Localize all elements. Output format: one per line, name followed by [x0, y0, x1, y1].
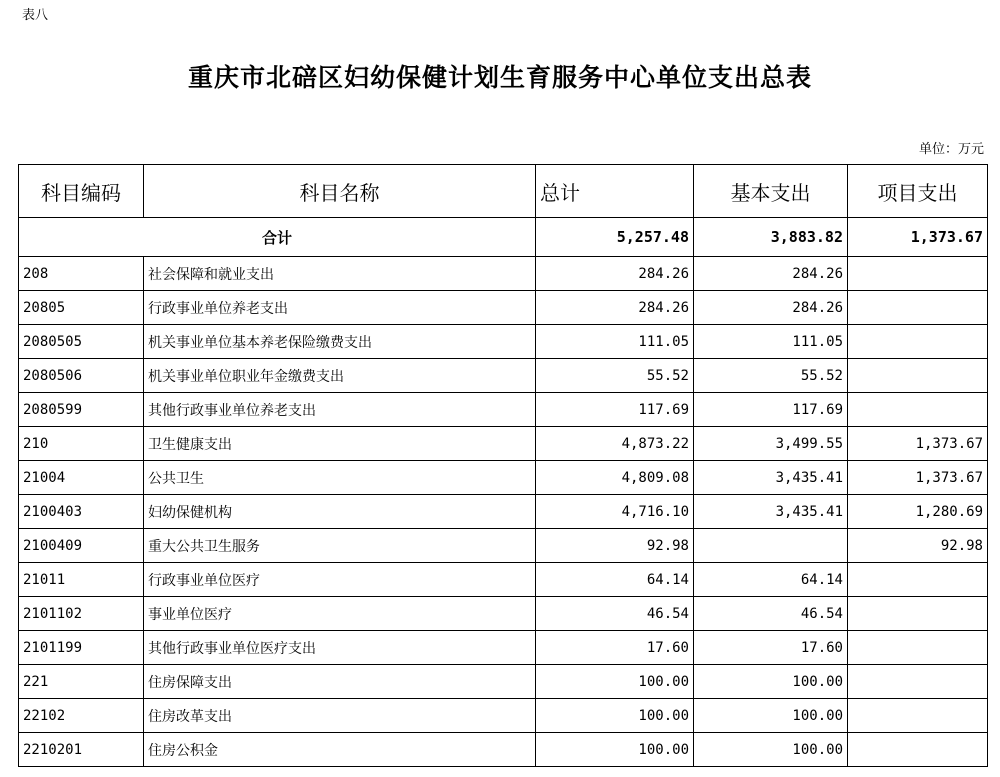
row-name: 其他行政事业单位医疗支出: [144, 631, 536, 665]
row-code: 21004: [19, 461, 144, 495]
row-project: [848, 563, 988, 597]
row-total: 4,716.10: [536, 495, 694, 529]
row-code: 2210201: [19, 733, 144, 767]
header-code: 科目编码: [19, 165, 144, 218]
row-name: 机关事业单位职业年金缴费支出: [144, 359, 536, 393]
row-basic: 100.00: [694, 699, 848, 733]
row-total: 100.00: [536, 699, 694, 733]
row-code: 2080505: [19, 325, 144, 359]
row-code: 221: [19, 665, 144, 699]
table-row: [19, 325, 988, 359]
row-basic: 3,435.41: [694, 461, 848, 495]
table-row: [19, 699, 988, 733]
row-total: 100.00: [536, 733, 694, 767]
row-project: [848, 733, 988, 767]
row-project: 1,373.67: [848, 461, 988, 495]
row-name: 社会保障和就业支出: [144, 257, 536, 291]
row-basic: 284.26: [694, 291, 848, 325]
row-name: 住房保障支出: [144, 665, 536, 699]
unit-label: 单位：万元: [918, 142, 984, 157]
header-project: 项目支出: [848, 165, 988, 218]
header-basic: 基本支出: [694, 165, 848, 218]
row-total: 111.05: [536, 325, 694, 359]
row-name: 住房公积金: [144, 733, 536, 767]
row-code: 2080599: [19, 393, 144, 427]
row-project: 92.98: [848, 529, 988, 563]
row-name: 妇幼保健机构: [144, 495, 536, 529]
table-row: [19, 359, 988, 393]
row-project: 1,373.67: [848, 427, 988, 461]
row-code: 2100403: [19, 495, 144, 529]
row-name: 事业单位医疗: [144, 597, 536, 631]
row-code: 22102: [19, 699, 144, 733]
row-basic: 111.05: [694, 325, 848, 359]
table-header-row: [19, 165, 988, 218]
table-row: [19, 631, 988, 665]
total-sum: 5,257.48: [536, 218, 694, 257]
row-code: 2101199: [19, 631, 144, 665]
row-name: 重大公共卫生服务: [144, 529, 536, 563]
row-total: 17.60: [536, 631, 694, 665]
table-row: [19, 529, 988, 563]
row-total: 4,873.22: [536, 427, 694, 461]
row-code: 21011: [19, 563, 144, 597]
row-basic: 17.60: [694, 631, 848, 665]
row-basic: 46.54: [694, 597, 848, 631]
row-code: 210: [19, 427, 144, 461]
row-project: [848, 291, 988, 325]
row-project: [848, 257, 988, 291]
row-project: [848, 359, 988, 393]
row-code: 2101102: [19, 597, 144, 631]
table-row: [19, 393, 988, 427]
row-basic: 117.69: [694, 393, 848, 427]
row-basic: 100.00: [694, 665, 848, 699]
expenditure-table: [18, 164, 988, 767]
table-row: [19, 597, 988, 631]
row-project: [848, 699, 988, 733]
row-total: 4,809.08: [536, 461, 694, 495]
total-basic: 3,883.82: [694, 218, 848, 257]
row-project: [848, 631, 988, 665]
row-project: [848, 597, 988, 631]
row-name: 机关事业单位基本养老保险缴费支出: [144, 325, 536, 359]
table-row: [19, 257, 988, 291]
row-total: 117.69: [536, 393, 694, 427]
row-code: 2100409: [19, 529, 144, 563]
row-total: 284.26: [536, 291, 694, 325]
row-project: 1,280.69: [848, 495, 988, 529]
row-basic: 3,435.41: [694, 495, 848, 529]
row-name: 行政事业单位医疗: [144, 563, 536, 597]
table-row: [19, 563, 988, 597]
row-project: [848, 665, 988, 699]
row-total: 284.26: [536, 257, 694, 291]
row-basic: 100.00: [694, 733, 848, 767]
table-row: [19, 495, 988, 529]
row-code: 20805: [19, 291, 144, 325]
row-basic: 55.52: [694, 359, 848, 393]
total-row: [19, 218, 988, 257]
row-total: 46.54: [536, 597, 694, 631]
row-basic: 284.26: [694, 257, 848, 291]
row-basic: [694, 529, 848, 563]
header-total: 总计: [536, 165, 694, 218]
table-number-label: 表八: [22, 8, 49, 23]
row-project: [848, 393, 988, 427]
table-row: [19, 291, 988, 325]
row-name: 公共卫生: [144, 461, 536, 495]
row-total: 92.98: [536, 529, 694, 563]
table-row: [19, 665, 988, 699]
row-total: 100.00: [536, 665, 694, 699]
row-total: 64.14: [536, 563, 694, 597]
row-code: 208: [19, 257, 144, 291]
row-name: 住房改革支出: [144, 699, 536, 733]
row-basic: 64.14: [694, 563, 848, 597]
total-project: 1,373.67: [848, 218, 988, 257]
row-project: [848, 325, 988, 359]
header-name: 科目名称: [144, 165, 536, 218]
page-title: 重庆市北碚区妇幼保健计划生育服务中心单位支出总表: [187, 63, 812, 92]
total-label: 合计: [19, 218, 536, 257]
row-name: 行政事业单位养老支出: [144, 291, 536, 325]
row-total: 55.52: [536, 359, 694, 393]
table-row: [19, 427, 988, 461]
row-code: 2080506: [19, 359, 144, 393]
table-row: [19, 461, 988, 495]
table-row: [19, 733, 988, 767]
row-basic: 3,499.55: [694, 427, 848, 461]
row-name: 卫生健康支出: [144, 427, 536, 461]
row-name: 其他行政事业单位养老支出: [144, 393, 536, 427]
